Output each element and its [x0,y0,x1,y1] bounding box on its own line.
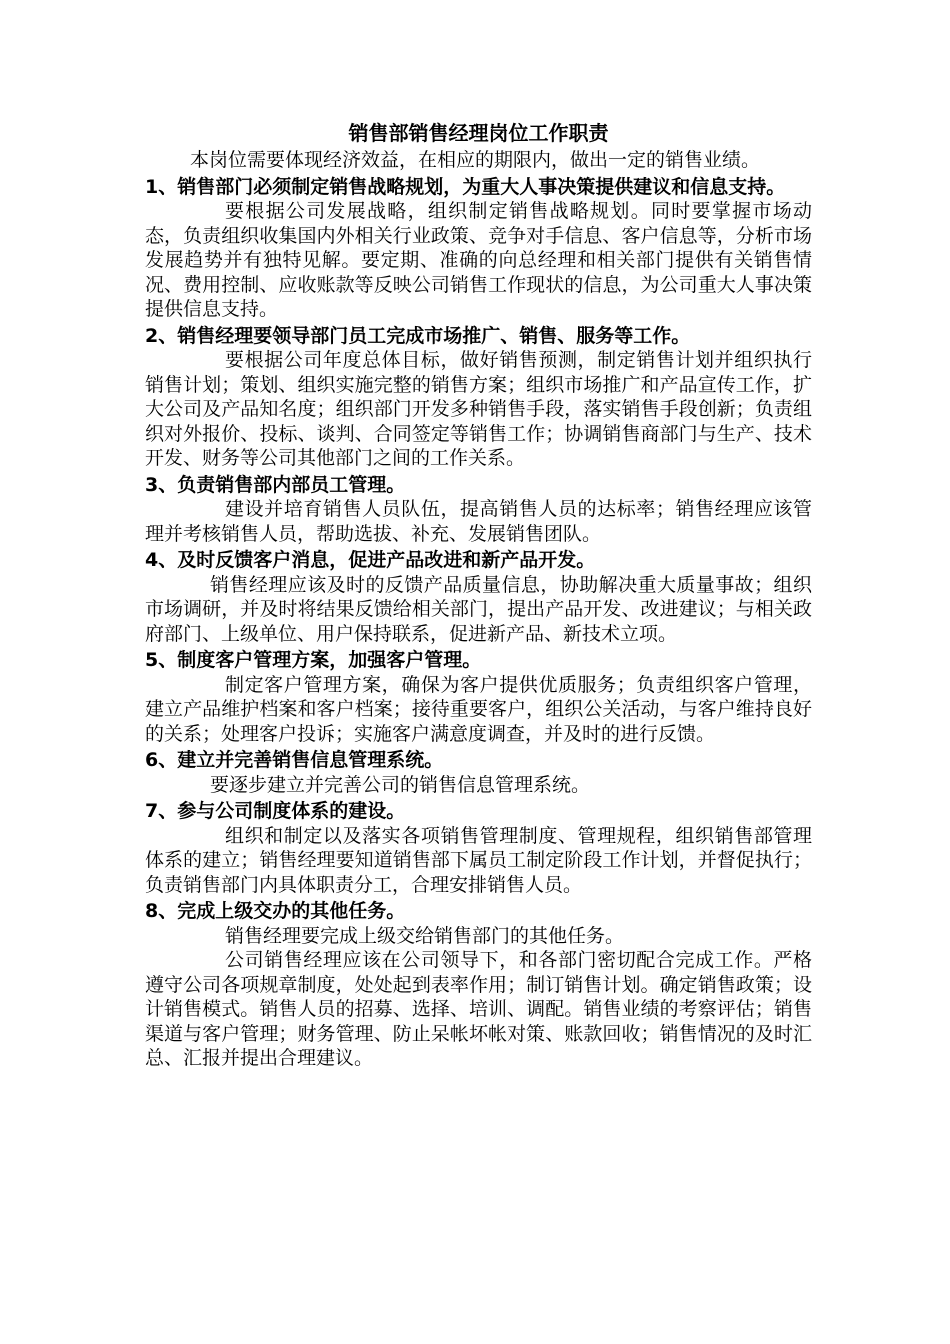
section-3-body: 建设并培育销售人员队伍，提高销售人员的达标率；销售经理应该管理并考核销售人员，帮助选拔、补充、发展销售团队。 [145,498,812,545]
section-5-body: 制定客户管理方案，确保为客户提供优质服务；负责组织客户管理，建立产品维护档案和客户档案；接待重要客户，组织公关活动，与客户维持良好的关系；处理客户投诉；实施客户满意度调查，并及时的进行反馈。 [145,673,812,745]
section-3-heading: 3、负责销售部内部员工管理。 [145,473,406,496]
section-6-body: 要逐步建立并完善公司的销售信息管理系统。 [210,773,591,796]
section-8-body: 销售经理要完成上级交给销售部门的其他任务。 [225,924,625,947]
section-8-heading: 8、完成上级交办的其他任务。 [145,900,406,922]
section-4-heading: 4、及时反馈客户消息，促进产品改进和新产品开发。 [145,549,596,571]
closing-paragraph: 公司销售经理应该在公司领导下，和各部门密切配合完成工作。严格遵守公司各项规章制度，处处起到表率作用；制订销售计划。确定销售政策；设计销售模式。销售人员的招募、选择、培训、调配。销售业绩的考察评估；销售渠道与客户管理；财务管理、防止呆帐坏帐对策、账款回收；销售情况的及时汇总、汇报并提出合理建议。 [145,949,812,1069]
section-5-heading: 5、制度客户管理方案，加强客户管理。 [145,649,482,671]
section-6-heading: 6、建立并完善销售信息管理系统。 [145,749,444,771]
section-1-heading: 1、销售部门必须制定销售战略规划，为重大人事决策提供建议和信息支持。 [145,175,786,198]
section-7-heading: 7、参与公司制度体系的建设。 [145,800,406,822]
document-page [145,120,812,1071]
section-4-body: 销售经理应该及时的反馈产品质量信息，协助解决重大质量事故；组织市场调研，并及时将结果反馈给相关部门，提出产品开发、改进建议；与相关政府部门、上级单位、用户保持联系，促进新产品、新技术立项。 [145,573,812,645]
intro-paragraph: 本岗位需要体现经济效益，在相应的期限内，做出一定的销售业绩。 [190,149,761,171]
section-7-body: 组织和制定以及落实各项销售管理制度、管理规程，组织销售部管理体系的建立；销售经理要知道销售部下属员工制定阶段工作计划，并督促执行；负责销售部门内具体职责分工，合理安排销售人员。 [145,824,812,896]
section-1-body: 要根据公司发展战略，组织制定销售战略规划。同时要掌握市场动态，负责组织收集国内外相关行业政策、竞争对手信息、客户信息等，分析市场发展趋势并有独特见解。要定期、准确的向总经理和相关部门提供有关销售情况、费用控制、应收账款等反映公司销售工作现状的信息，为公司重大人事决策提供信息支持。 [145,200,812,320]
section-2-body: 要根据公司年度总体目标，做好销售预测，制定销售计划并组织执行销售计划；策划、组织实施完整的销售方案；组织市场推广和产品宣传工作，扩大公司及产品知名度；组织部门开发多种销售手段，落实销售手段创新；负责组织对外报价、投标、谈判、合同签定等销售工作；协调销售商部门与生产、技术开发、财务等公司其他部门之间的工作关系。 [145,349,812,469]
section-2-heading: 2、销售经理要领导部门员工完成市场推广、销售、服务等工作。 [145,324,691,347]
document-title: 销售部销售经理岗位工作职责 [348,121,609,145]
